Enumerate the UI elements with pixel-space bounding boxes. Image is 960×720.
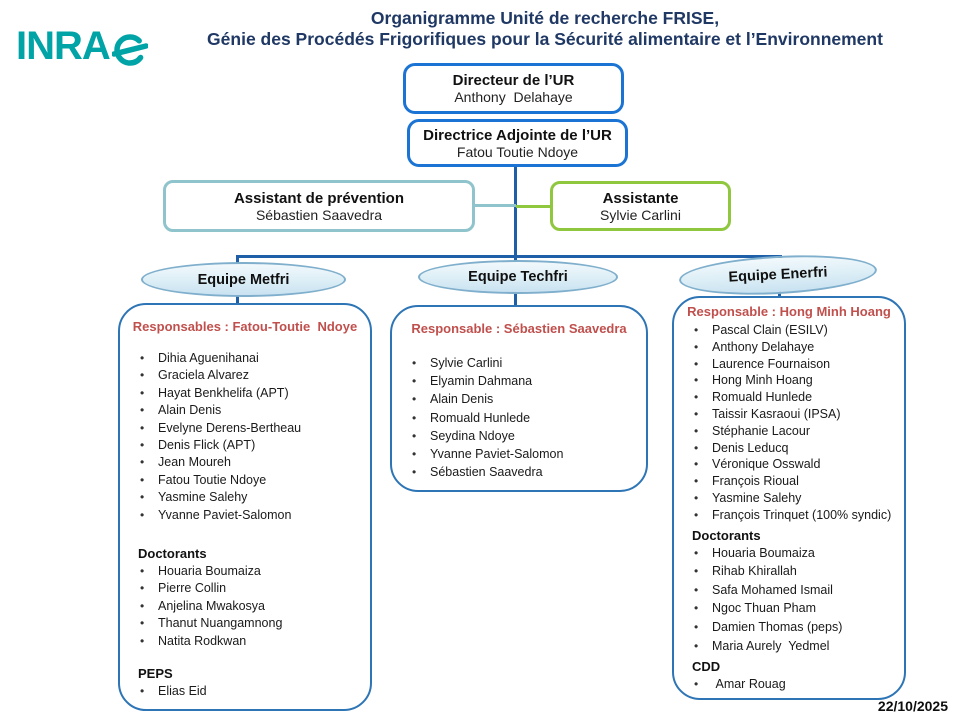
member-item: • Elias Eid bbox=[138, 683, 364, 700]
assistant-role: Assistante bbox=[602, 189, 679, 207]
member-item: • Sébastien Saavedra bbox=[410, 463, 640, 481]
deputy-director-box bbox=[407, 119, 628, 167]
member-item: • Yasmine Salehy bbox=[692, 490, 898, 507]
member-item: • François Trinquet (100% syndic) bbox=[692, 507, 898, 524]
member-item: • François Rioual bbox=[692, 473, 898, 490]
connector-prevention-link bbox=[474, 204, 516, 207]
member-list bbox=[120, 683, 370, 700]
member-item: • Safa Mohamed Ismail bbox=[692, 581, 898, 600]
connector-assistant-link bbox=[516, 205, 552, 208]
member-item: • Pascal Clain (ESILV) bbox=[692, 322, 898, 339]
deputy-role: Directrice Adjointe de l’UR bbox=[423, 126, 612, 144]
prevention-role: Assistant de prévention bbox=[233, 189, 405, 207]
member-item: • Anjelina Mwakosya bbox=[138, 598, 364, 615]
prevention-name: Sébastien Saavedra bbox=[255, 206, 383, 223]
member-item: • Yvanne Paviet-Salomon bbox=[138, 507, 364, 524]
member-item: • Denis Flick (APT) bbox=[138, 437, 364, 454]
assistant-box bbox=[550, 181, 731, 231]
member-list bbox=[674, 322, 904, 524]
member-item: • Hayat Benkhelifa (APT) bbox=[138, 385, 364, 402]
member-item: • Yasmine Salehy bbox=[138, 489, 364, 506]
member-item: • Amar Rouag bbox=[692, 675, 898, 694]
member-item: • Pierre Collin bbox=[138, 580, 364, 597]
member-list bbox=[674, 544, 904, 656]
team-responsable-metfri: Responsables : Fatou-Toutie Ndoye bbox=[132, 319, 358, 334]
director-role: Directeur de l’UR bbox=[452, 72, 575, 89]
member-list bbox=[120, 563, 370, 650]
team-members-techfri bbox=[392, 354, 646, 481]
member-item: • Alain Denis bbox=[138, 402, 364, 419]
deputy-name: Fatou Toutie Ndoye bbox=[456, 143, 579, 160]
member-item: • Hong Minh Hoang bbox=[692, 372, 898, 389]
member-item: • Houaria Boumaiza bbox=[692, 544, 898, 563]
group-label: PEPS bbox=[138, 666, 173, 682]
team-label-techfri: Equipe Techfri bbox=[418, 260, 618, 294]
member-item: • Véronique Osswald bbox=[692, 456, 898, 473]
member-item: • Rihab Khirallah bbox=[692, 562, 898, 581]
inrae-logo-text: INRA bbox=[16, 24, 110, 68]
member-item: • Fatou Toutie Ndoye bbox=[138, 472, 364, 489]
member-item: • Dihia Aguenihanai bbox=[138, 350, 364, 367]
member-item: • Sylvie Carlini bbox=[410, 354, 640, 372]
member-item: • Anthony Delahaye bbox=[692, 339, 898, 356]
member-item: • Thanut Nuangamnong bbox=[138, 615, 364, 632]
prevention-assistant-box bbox=[163, 180, 475, 232]
member-list bbox=[392, 354, 646, 481]
member-item: • Denis Leducq bbox=[692, 440, 898, 457]
assistant-name: Sylvie Carlini bbox=[600, 206, 681, 223]
page-title-line2: Génie des Procédés Frigorifiques pour la Sécurité alimentaire et l’Environnement bbox=[207, 29, 883, 49]
team-box-techfri bbox=[390, 305, 648, 492]
group-label: Doctorants bbox=[692, 527, 761, 543]
team-box-enerfri bbox=[672, 296, 906, 700]
member-item: • Laurence Fournaison bbox=[692, 356, 898, 373]
connector-horizontal-main bbox=[236, 255, 782, 258]
member-item: • Stéphanie Lacour bbox=[692, 423, 898, 440]
member-item: • Maria Aurely Yedmel bbox=[692, 637, 898, 656]
team-responsable-techfri: Responsable : Sébastien Saavedra bbox=[411, 321, 627, 336]
date-stamp: 22/10/2025 bbox=[877, 698, 948, 714]
connector-vertical-main bbox=[514, 166, 517, 258]
member-item: • Alain Denis bbox=[410, 390, 640, 408]
team-members-enerfri bbox=[674, 322, 904, 694]
member-item: • Houaria Boumaiza bbox=[138, 563, 364, 580]
page-title bbox=[140, 8, 950, 50]
group-label: Doctorants bbox=[138, 546, 207, 562]
page-title-line1: Organigramme Unité de recherche FRISE, bbox=[370, 8, 720, 28]
team-box-metfri bbox=[118, 303, 372, 711]
member-item: • Jean Moureh bbox=[138, 454, 364, 471]
team-responsable-enerfri: Responsable : Hong Minh Hoang bbox=[687, 304, 891, 319]
member-list bbox=[120, 350, 370, 524]
member-item: • Damien Thomas (peps) bbox=[692, 618, 898, 637]
team-label-enerfri: Equipe Enerfri bbox=[678, 251, 878, 299]
member-item: • Taissir Kasraoui (IPSA) bbox=[692, 406, 898, 423]
member-item: • Romuald Hunlede bbox=[692, 389, 898, 406]
director-box bbox=[403, 63, 624, 114]
member-item: • Elyamin Dahmana bbox=[410, 372, 640, 390]
member-list bbox=[674, 675, 904, 694]
member-item: • Graciela Alvarez bbox=[138, 367, 364, 384]
member-item: • Evelyne Derens-Bertheau bbox=[138, 420, 364, 437]
member-item: • Seydina Ndoye bbox=[410, 427, 640, 445]
team-members-metfri bbox=[120, 350, 370, 701]
team-label-metfri: Equipe Metfri bbox=[141, 262, 346, 297]
member-item: • Yvanne Paviet-Salomon bbox=[410, 445, 640, 463]
director-name: Anthony Delahaye bbox=[454, 89, 573, 105]
member-item: • Ngoc Thuan Pham bbox=[692, 599, 898, 618]
group-label: CDD bbox=[692, 659, 721, 675]
member-item: • Romuald Hunlede bbox=[410, 409, 640, 427]
member-item: • Natita Rodkwan bbox=[138, 633, 364, 650]
inrae-logo bbox=[16, 24, 148, 69]
